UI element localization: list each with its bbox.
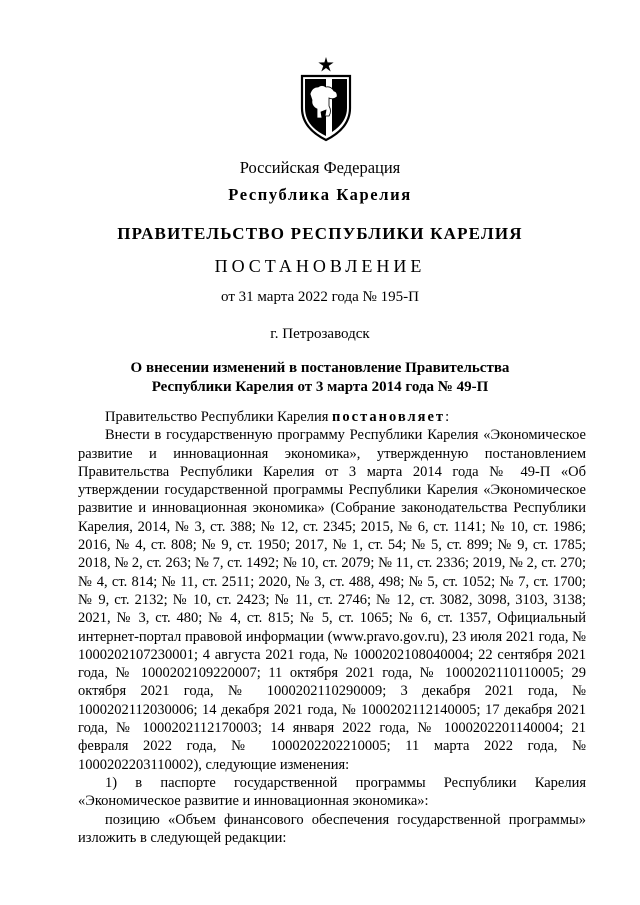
item-1-text: позицию «Объем финансового обеспечения государственной программы» изложить в следующей редакции: [78,811,586,846]
subject-line-2: Республики Карелия от 3 марта 2014 года № 49-П [151,379,489,395]
government-title: ПРАВИТЕЛЬСТВО РЕСПУБЛИКИ КАРЕЛИЯ [117,224,523,243]
document-body [78,408,586,847]
document-subject [0,359,640,397]
intro-prefix: Правительство Республики Карелия [105,409,333,425]
intro-paragraph [78,408,586,426]
document-type: ПОСТАНОВЛЕНИЕ [214,256,426,276]
item-1: 1) в паспорте государственной программы Республики Карелия «Экономическое развитие и инновационная экономика»: [78,774,586,810]
document-city: г. Петрозаводск [270,326,370,342]
main-paragraph: Внести в государственную программу Республики Карелия «Экономическое развитие и инновационная экономика», утвержденную постановлением Правительства Республики Карелия от 3 марта 2014 года № 49-П «Об утверждении государственной программы Республики Карелия «Экономическое развитие и инновационная экономика» (Собрание законодательства Республики Карелия, 2014, № 3, ст. 388; № 12, ст. 2345; 2015, № 6, ст. 1141; № 10, ст. 1986; 2016, № 4, ст. 808; № 9, ст. 1950; 2017, № 1, ст. 54; № 5, ст. 899; № 9, ст. 1785; 2018, № 2, ст. 263; № 7, ст. 1492; № 10, ст. 2079; № 11, ст. 2336; 2019, № 2, ст. 270; № 4, ст. 814; № 11, ст. 2511; 2020, № 3, ст. 488, 498; № 5, ст. 1052; № 7, ст. 1700; № 9, ст. 2132; № 10, ст. 2423; № 11, ст. 2746; № 12, ст. 3082, 3098, 3103, 3138; 2021, № 3, ст. 480; № 4, ст. 815; № 5, ст. 1065; № 6, ст. 1357, Официальный интернет-портал правовой информации (www.pravo.gov.ru), 23 июля 2021 года, № 1000202107230001; 4 августа 2021 года, № 1000202108040004; 22 сентября 2021 года, № 1000202109220007; 11 октября 2021 года, № 1000202110110005; 29 октября 2021 года, № 1000202110290009; 3 декабря 2021 года, № 1000202112030006; 14 декабря 2021 года, № 1000202112140005; 17 декабря 2021 года, № 1000202112170003; 14 января 2022 года, № 1000202201140004; 21 февраля 2022 года, № 1000202202210005; 11 марта 2022 года, № 1000202203110002), следующие изменения: [78,427,586,773]
intro-suffix: : [445,409,450,425]
subject-line-1: О внесении изменений в постановление Правительства [130,360,510,376]
republic-name: Республика Карелия [228,185,412,204]
document-date-number: от 31 марта 2022 года № 195-П [221,289,419,305]
country-name: Российская Федерация [239,158,401,177]
coat-of-arms-emblem [296,56,356,142]
intro-keyword: постановляет [332,409,446,425]
